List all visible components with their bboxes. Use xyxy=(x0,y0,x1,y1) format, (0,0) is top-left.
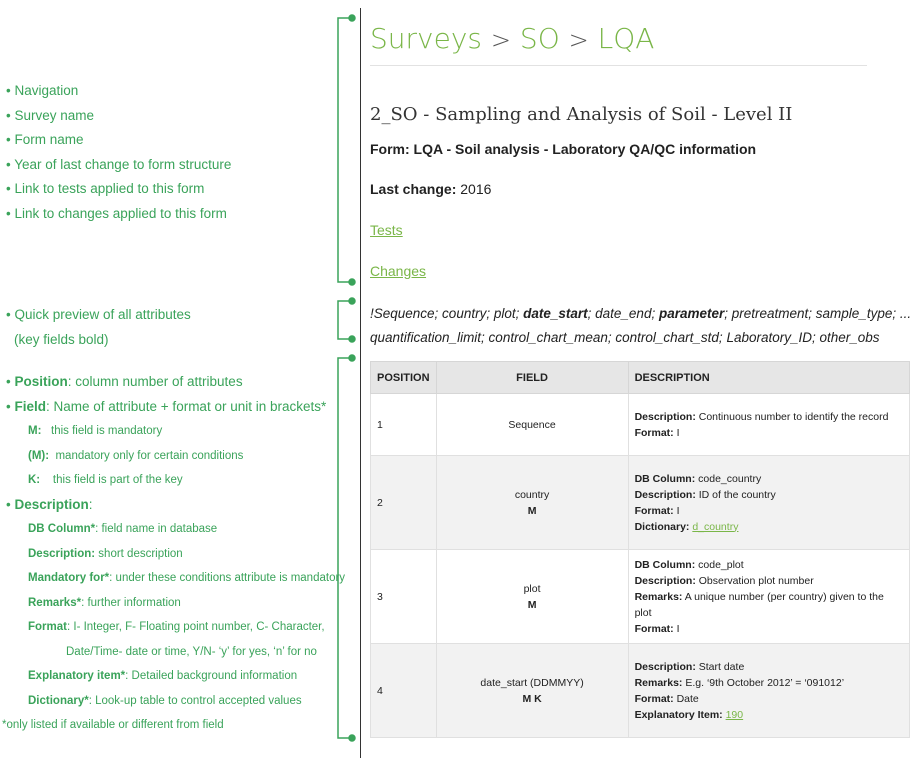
changes-link[interactable]: Changes xyxy=(370,263,427,279)
table-row xyxy=(371,644,910,738)
attribute-preview xyxy=(370,302,911,350)
field-name: country xyxy=(514,488,550,501)
annotation-item: • Navigation xyxy=(6,83,79,98)
bracket-dot xyxy=(349,735,355,741)
preview-line-1: !Sequence; country; plot; date_start; date_end; parameter; pretreatment; sample_type; ... xyxy=(370,306,911,321)
breadcrumb-so[interactable]: SO xyxy=(519,22,560,55)
survey-title: 2_SO - Sampling and Analysis of Soil - Level II xyxy=(370,104,793,125)
breadcrumb xyxy=(370,22,654,55)
annotation-item: • Link to tests applied to this form xyxy=(6,181,205,196)
annotation-item: • Year of last change to form structure xyxy=(6,156,232,172)
annotation-item: • Field: Name of attribute + format or unit in brackets* xyxy=(6,398,327,414)
annotation-item: Description: short description xyxy=(28,547,183,560)
annotation-item: Explanatory item*: Detailed background information xyxy=(28,670,298,682)
row-field xyxy=(436,456,628,550)
bracket-dot xyxy=(349,15,355,21)
row-description: Description: Continuous number to identify the record Format: I xyxy=(628,394,909,456)
annotation-footnote: *only listed if available or different from field xyxy=(2,719,224,731)
annotation-item: (key fields bold) xyxy=(14,331,109,347)
header-divider xyxy=(370,65,867,66)
row-position: 4 xyxy=(371,644,437,738)
breadcrumb-lqa: LQA xyxy=(597,22,655,55)
last-change-value: 2016 xyxy=(460,181,492,197)
annotation-item: M: this field is mandatory xyxy=(28,425,163,437)
row-field xyxy=(436,644,628,738)
field-name: Sequence xyxy=(508,418,556,431)
annotation-item: Format: I- Integer, F- Floating point number, C- Character, xyxy=(28,621,325,633)
table-row xyxy=(371,394,910,456)
preview-line-2: quantification_limit; control_chart_mean; control_chart_std; Laboratory_ID; other_obs xyxy=(370,330,880,345)
bracket-dot xyxy=(349,298,355,304)
field-flags: M K xyxy=(522,692,542,705)
field-flags: M xyxy=(527,598,537,611)
attributes-table xyxy=(370,361,910,738)
row-field xyxy=(436,550,628,644)
row-description: Description: Start date Remarks: E.g. ‘9th October 2012’ = ‘091012’ Format: Date Explanatory Item: 190 xyxy=(628,644,909,738)
annotation-item: Remarks*: further information xyxy=(28,596,181,609)
row-description: DB Column: code_country Description: ID of the country Format: I Dictionary: d_country xyxy=(628,456,909,550)
column-header-description: DESCRIPTION xyxy=(628,362,909,394)
annotation-item: • Description: xyxy=(6,496,93,512)
row-position: 2 xyxy=(371,456,437,550)
field-name: date_start (DDMMYY) xyxy=(480,676,584,689)
table-row xyxy=(371,456,910,550)
annotation-item: • Quick preview of all attributes xyxy=(6,307,191,322)
annotation-item: Mandatory for*: under these conditions attribute is mandatory xyxy=(28,572,346,584)
bracket-dot xyxy=(349,355,355,361)
table-row xyxy=(371,550,910,644)
annotation-item: Date/Time- date or time, Y/N- ‘y’ for yes, ‘n’ for no xyxy=(66,645,317,658)
bracket-dot xyxy=(349,336,355,342)
column-header-field: FIELD xyxy=(436,362,628,394)
bracket-table xyxy=(338,358,352,738)
row-position: 1 xyxy=(371,394,437,456)
table-header-row xyxy=(371,362,910,394)
form-page xyxy=(370,0,911,758)
form-name: Form: LQA - Soil analysis - Laboratory QA/QC information xyxy=(370,141,757,157)
field-name: plot xyxy=(523,582,541,595)
explanatory-item-link[interactable]: 190 xyxy=(725,708,744,721)
field-flags: M xyxy=(527,504,537,517)
row-field xyxy=(436,394,628,456)
dictionary-link[interactable]: d_country xyxy=(692,520,739,533)
breadcrumb-separator: > xyxy=(490,26,512,54)
last-change xyxy=(370,181,491,197)
annotation-item: K: this field is part of the key xyxy=(28,474,183,486)
bracket-preview xyxy=(338,301,352,339)
bracket-dot xyxy=(349,279,355,285)
annotation-item: • Form name xyxy=(6,132,84,147)
annotation-item: DB Column*: field name in database xyxy=(28,523,218,535)
tests-link[interactable]: Tests xyxy=(370,222,403,238)
annotation-item: Dictionary*: Look-up table to control accepted values xyxy=(28,694,302,707)
annotation-item: • Position: column number of attributes xyxy=(6,374,243,389)
last-change-label: Last change: xyxy=(370,181,457,197)
annotation-item: • Link to changes applied to this form xyxy=(6,205,227,221)
row-description: DB Column: code_plot Description: Observation plot number Remarks: A unique number (per country) given to the plot Format: I xyxy=(628,550,909,644)
bracket-form-header xyxy=(338,18,352,282)
divider-line xyxy=(360,8,361,758)
annotation-item: (M): mandatory only for certain conditions xyxy=(28,449,244,462)
annotation-brackets xyxy=(0,0,370,758)
column-header-position: POSITION xyxy=(371,362,437,394)
row-position: 3 xyxy=(371,550,437,644)
annotation-item: • Survey name xyxy=(6,107,95,123)
breadcrumb-surveys[interactable]: Surveys xyxy=(370,22,482,55)
breadcrumb-separator: > xyxy=(568,26,589,54)
